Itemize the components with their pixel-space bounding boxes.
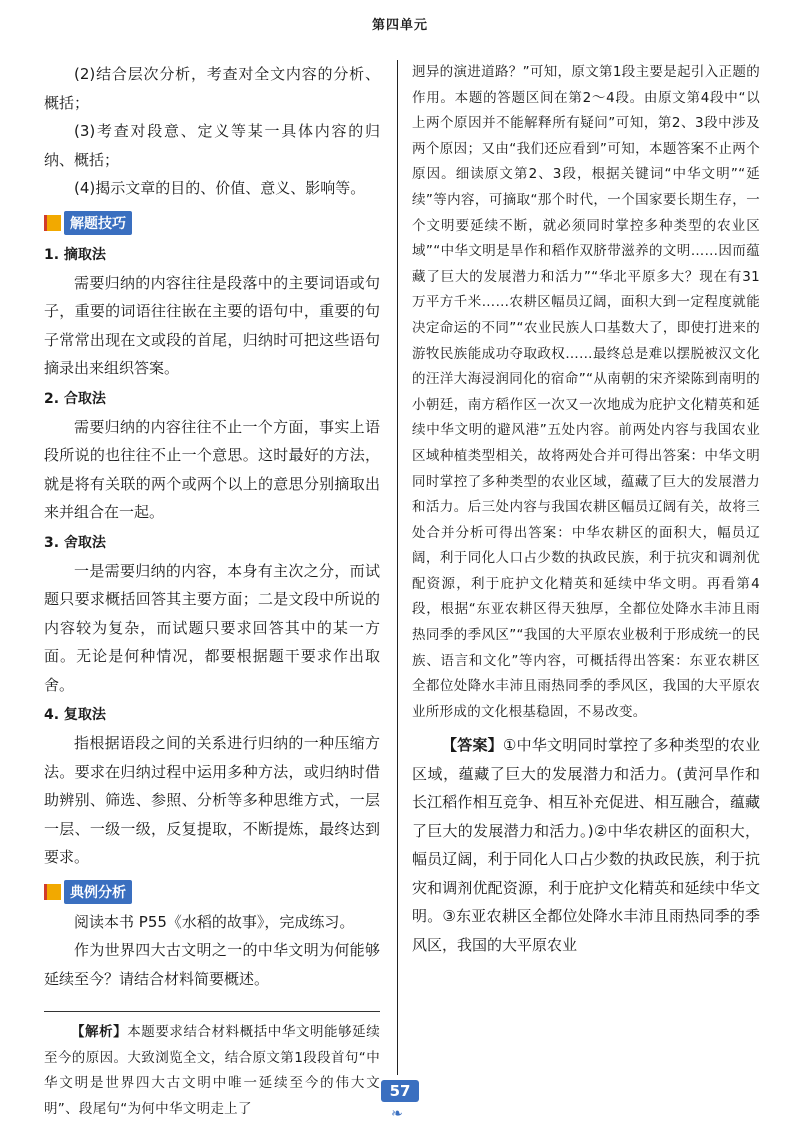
section-rule <box>44 1011 380 1012</box>
list-item: (4)揭示文章的目的、价值、意义、影响等。 <box>74 179 366 197</box>
right-column <box>412 60 760 959</box>
example-badge <box>44 880 132 904</box>
column-divider <box>397 60 398 1075</box>
example-question: 作为世界四大古文明之一的中华文明为何能够延续至今？请结合材料简要概述。 <box>44 941 380 988</box>
book-icon <box>44 215 61 231</box>
analysis-continued: 迥异的演进道路？”可知，原文第1段主要是起引入正题的作用。本题的答题区间在第2～4段。由原文第4段中“以上两个原因并不能解释所有疑问”可知，第2、3段中涉及两个原因；又由“我们还应看到”可知，本题答案不止两个原因。细读原文第2、3段，根据关键词“中华文明”“延续”等内容，可摘取“那个时代，一个国家要长期生存，一个文明要延续不断，就必须同时掌控多种类型的农业区域”“中华文明是旱作和稻作双脐带滋养的文明……因而蕴藏了巨大的发展潜力和活力”“华北平原多大？现在有31万平方千米……农耕区幅员辽阔，面积大到一定程度就能决定命运的不同”“农业民族人口基数大了，即使打进来的游牧民族能成功夺取政权……最终总是难以摆脱被汉文化的汪洋大海浸润同化的宿命”“从南朝的宋齐梁陈到南明的小朝廷，南方稻作区一次又一次地成为庇护文化精英和延续中华文明的避风港”五处内容。前两处内容与我国农业区域种植类型相关，故将两处合并可得出答案：中华文明同时掌控了多种类型的农业区域，蕴藏了巨大的发展潜力和活力。后三处内容与我国农耕区幅员辽阔有关，故将三处合并分析可得出答案：中华农耕区的面积大，幅员辽阔，利于同化人口占少数的执政民族，利于抗灾和调剂优配资源，利于庇护文化精英和延续中华文明。再看第4段，根据“东亚农耕区得天独厚，全都位处降水丰沛且雨热同季的季风区”“我国的大平原农业极利于形成统一的民族、语言和文化”等内容，可概括得出答案：东亚农耕区全都位处降水丰沛且雨热同季的季风区，我国的大平原农业所形成的文化根基稳固，不易改变。 <box>412 64 760 720</box>
method-body: 需要归纳的内容往往不止一个方面，事实上语段所说的也往往不止一个意思。这时最好的方法，就是将有关联的两个或两个以上的意思分别摘取出来并组合在一起。 <box>44 417 380 521</box>
page-number: 57 <box>381 1080 419 1102</box>
technique-badge-label: 解题技巧 <box>64 211 132 235</box>
analysis-paragraph <box>44 1020 380 1122</box>
method-title: 1. 摘取法 <box>44 246 106 263</box>
technique-badge <box>44 211 132 235</box>
method-title: 3. 舍取法 <box>44 534 106 551</box>
method-body: 一是需要归纳的内容，本身有主次之分，而试题只要求概括回答其主要方面；二是文段中所说的内容较为复杂，而试题只要求回答其中的某一方面。无论是何种情况，都要根据题干要求作出取舍。 <box>44 561 380 694</box>
example-intro: 阅读本书 P55《水稻的故事》，完成练习。 <box>74 912 355 931</box>
book-icon <box>44 884 61 900</box>
list-item: (2)结合层次分析，考查对全文内容的分析、概括； <box>44 65 380 112</box>
method-title: 2. 合取法 <box>44 390 106 407</box>
fish-ornament-icon: ❧ <box>391 1106 403 1122</box>
analysis-text: 本题要求结合材料概括中华文明能够延续至今的原因。大致浏览全文，结合原文第1段段首句“中华文明是世界四大古文明中唯一延续至今的伟大文明”、段尾句“为何中华文明走上了 <box>44 1024 380 1117</box>
left-column <box>44 60 380 1122</box>
answer-text: ①中华文明同时掌控了多种类型的农业区域，蕴藏了巨大的发展潜力和活力。(黄河旱作和长江稻作相互竞争、相互补充促进、相互融合，蕴藏了巨大的发展潜力和活力。)②中华农耕区的面积大，幅员辽阔，利于同化人口占少数的执政民族，利于抗灾和调剂优配资源，利于庇护文化精英和延续中华文明。③东亚农耕区全都位处降水丰沛且雨热同季的季风区，我国的大平原农业 <box>412 736 760 954</box>
example-badge-label: 典例分析 <box>64 880 132 904</box>
method-title: 4. 复取法 <box>44 707 106 723</box>
analysis-label: 【解析】 <box>71 1024 128 1040</box>
method-body: 需要归纳的内容往往是段落中的主要词语或句子，重要的词语往往嵌在主要的语句中，重要的句子常常出现在文或段的首尾，归纳时可把这些语句摘录出来组织答案。 <box>44 273 380 377</box>
method-body: 指根据语段之间的关系进行归纳的一种压缩方法。要求在归纳过程中运用多种方法，或归纳时借助辨别、筛选、参照、分析等多种思维方式，一层一层、一级一级，反复提取，不断提炼，最终达到要求。 <box>44 734 380 866</box>
answer-label: 【答案】 <box>442 736 503 755</box>
answer-paragraph <box>412 731 760 959</box>
list-item: (3)考查对段意、定义等某一具体内容的归纳、概括； <box>44 122 380 169</box>
unit-header: 第四单元 <box>371 18 428 33</box>
